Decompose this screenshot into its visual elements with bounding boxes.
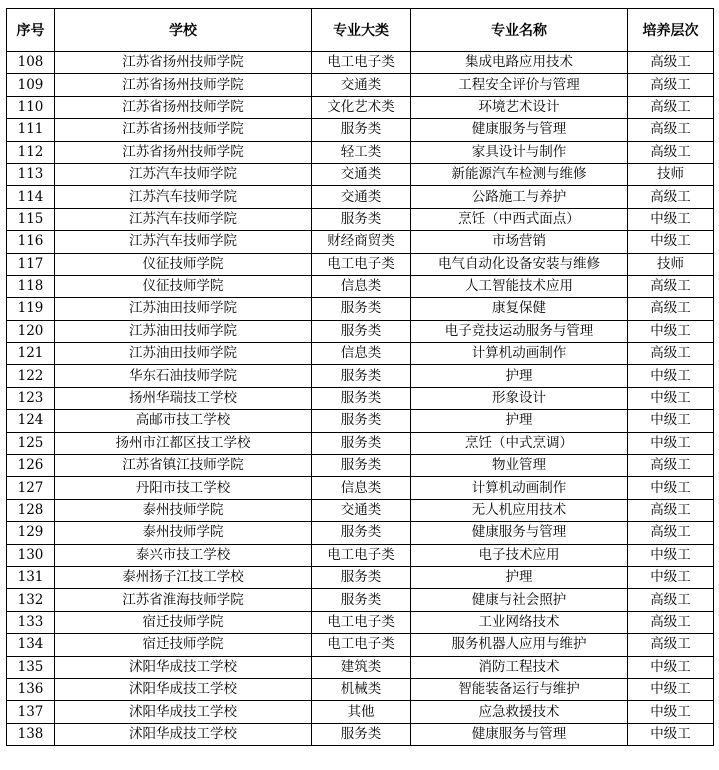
cell-serial-number: 114 — [7, 186, 55, 208]
cell-serial-number: 122 — [7, 365, 55, 387]
cell-major-name: 烹饪（中西式面点） — [411, 208, 628, 230]
cell-training-level: 高级工 — [628, 96, 714, 118]
header-row — [7, 9, 714, 52]
cell-training-level: 高级工 — [628, 455, 714, 477]
cell-school: 泰兴市技工学校 — [55, 544, 312, 566]
cell-training-level: 中级工 — [628, 320, 714, 342]
cell-major-category: 服务类 — [312, 119, 411, 141]
cell-major-category: 电工电子类 — [312, 611, 411, 633]
cell-training-level: 中级工 — [628, 566, 714, 588]
cell-serial-number: 125 — [7, 432, 55, 454]
cell-major-name: 护理 — [411, 410, 628, 432]
cell-training-level: 高级工 — [628, 119, 714, 141]
cell-major-category: 服务类 — [312, 410, 411, 432]
cell-school: 江苏汽车技师学院 — [55, 163, 312, 185]
cell-serial-number: 121 — [7, 343, 55, 365]
cell-major-name: 护理 — [411, 566, 628, 588]
cell-major-name: 集成电路应用技术 — [411, 52, 628, 74]
header-training-level: 培养层次 — [628, 9, 714, 52]
cell-training-level: 高级工 — [628, 343, 714, 365]
cell-school: 扬州华瑞技工学校 — [55, 387, 312, 409]
cell-training-level: 高级工 — [628, 141, 714, 163]
cell-serial-number: 115 — [7, 208, 55, 230]
cell-major-category: 信息类 — [312, 477, 411, 499]
cell-major-category: 信息类 — [312, 275, 411, 297]
cell-school: 华东石油技师学院 — [55, 365, 312, 387]
cell-major-category: 服务类 — [312, 320, 411, 342]
cell-major-name: 形象设计 — [411, 387, 628, 409]
cell-major-name: 服务机器人应用与维护 — [411, 634, 628, 656]
cell-serial-number: 135 — [7, 656, 55, 678]
cell-major-name: 电子竞技运动服务与管理 — [411, 320, 628, 342]
cell-major-category: 服务类 — [312, 589, 411, 611]
cell-serial-number: 117 — [7, 253, 55, 275]
cell-school: 江苏汽车技师学院 — [55, 208, 312, 230]
cell-serial-number: 127 — [7, 477, 55, 499]
table-row — [7, 656, 714, 678]
table-row — [7, 163, 714, 185]
cell-training-level: 中级工 — [628, 477, 714, 499]
cell-major-category: 服务类 — [312, 432, 411, 454]
cell-major-category: 机械类 — [312, 678, 411, 700]
table-row — [7, 566, 714, 588]
cell-school: 宿迁技师学院 — [55, 611, 312, 633]
program-table — [6, 8, 714, 746]
cell-school: 沭阳华成技工学校 — [55, 678, 312, 700]
table-row — [7, 231, 714, 253]
cell-major-category: 交通类 — [312, 186, 411, 208]
cell-serial-number: 110 — [7, 96, 55, 118]
cell-major-name: 烹饪（中式烹调） — [411, 432, 628, 454]
cell-training-level: 中级工 — [628, 208, 714, 230]
cell-serial-number: 113 — [7, 163, 55, 185]
table-row — [7, 52, 714, 74]
table-row — [7, 186, 714, 208]
cell-school: 江苏汽车技师学院 — [55, 231, 312, 253]
table-row — [7, 208, 714, 230]
table-row — [7, 298, 714, 320]
cell-school: 江苏省淮海技师学院 — [55, 589, 312, 611]
table-row — [7, 477, 714, 499]
table-row — [7, 522, 714, 544]
cell-school: 江苏油田技师学院 — [55, 298, 312, 320]
cell-major-category: 文化艺术类 — [312, 96, 411, 118]
cell-training-level: 中级工 — [628, 231, 714, 253]
cell-major-name: 计算机动画制作 — [411, 477, 628, 499]
table-header — [7, 9, 714, 52]
cell-major-name: 计算机动画制作 — [411, 343, 628, 365]
table-row — [7, 343, 714, 365]
cell-training-level: 高级工 — [628, 611, 714, 633]
cell-training-level: 高级工 — [628, 275, 714, 297]
cell-major-name: 环境艺术设计 — [411, 96, 628, 118]
cell-major-name: 物业管理 — [411, 455, 628, 477]
cell-serial-number: 130 — [7, 544, 55, 566]
cell-major-name: 健康服务与管理 — [411, 119, 628, 141]
cell-serial-number: 111 — [7, 119, 55, 141]
cell-major-category: 交通类 — [312, 74, 411, 96]
cell-training-level: 高级工 — [628, 74, 714, 96]
cell-school: 江苏省扬州技师学院 — [55, 96, 312, 118]
cell-major-name: 工业网络技术 — [411, 611, 628, 633]
table-row — [7, 432, 714, 454]
cell-serial-number: 119 — [7, 298, 55, 320]
cell-training-level: 高级工 — [628, 522, 714, 544]
cell-major-category: 轻工类 — [312, 141, 411, 163]
cell-major-name: 护理 — [411, 365, 628, 387]
cell-school: 仪征技师学院 — [55, 275, 312, 297]
cell-major-name: 家具设计与制作 — [411, 141, 628, 163]
cell-major-category: 服务类 — [312, 298, 411, 320]
cell-major-category: 服务类 — [312, 208, 411, 230]
cell-school: 沭阳华成技工学校 — [55, 701, 312, 723]
cell-school: 江苏油田技师学院 — [55, 343, 312, 365]
cell-serial-number: 126 — [7, 455, 55, 477]
cell-major-name: 智能装备运行与维护 — [411, 678, 628, 700]
cell-major-category: 电工电子类 — [312, 253, 411, 275]
cell-school: 沭阳华成技工学校 — [55, 723, 312, 745]
cell-training-level: 中级工 — [628, 365, 714, 387]
cell-major-name: 健康与社会照护 — [411, 589, 628, 611]
cell-training-level: 中级工 — [628, 544, 714, 566]
cell-major-category: 交通类 — [312, 499, 411, 521]
cell-major-category: 交通类 — [312, 163, 411, 185]
cell-serial-number: 118 — [7, 275, 55, 297]
table-row — [7, 96, 714, 118]
cell-serial-number: 128 — [7, 499, 55, 521]
cell-serial-number: 108 — [7, 52, 55, 74]
header-serial-number: 序号 — [7, 9, 55, 52]
cell-serial-number: 134 — [7, 634, 55, 656]
cell-school: 泰州技师学院 — [55, 499, 312, 521]
table-row — [7, 119, 714, 141]
cell-serial-number: 120 — [7, 320, 55, 342]
cell-training-level: 高级工 — [628, 634, 714, 656]
cell-major-category: 信息类 — [312, 343, 411, 365]
cell-serial-number: 129 — [7, 522, 55, 544]
cell-serial-number: 138 — [7, 723, 55, 745]
cell-major-name: 工程安全评价与管理 — [411, 74, 628, 96]
cell-school: 江苏省扬州技师学院 — [55, 141, 312, 163]
cell-serial-number: 116 — [7, 231, 55, 253]
cell-major-category: 服务类 — [312, 387, 411, 409]
cell-school: 丹阳市技工学校 — [55, 477, 312, 499]
cell-major-category: 电工电子类 — [312, 544, 411, 566]
cell-school: 江苏省扬州技师学院 — [55, 74, 312, 96]
cell-training-level: 中级工 — [628, 656, 714, 678]
cell-school: 宿迁技师学院 — [55, 634, 312, 656]
table-row — [7, 141, 714, 163]
table-row — [7, 499, 714, 521]
table-body — [7, 52, 714, 746]
cell-training-level: 高级工 — [628, 52, 714, 74]
cell-training-level: 中级工 — [628, 410, 714, 432]
cell-major-name: 康复保健 — [411, 298, 628, 320]
cell-serial-number: 132 — [7, 589, 55, 611]
cell-school: 沭阳华成技工学校 — [55, 656, 312, 678]
cell-school: 高邮市技工学校 — [55, 410, 312, 432]
cell-serial-number: 109 — [7, 74, 55, 96]
cell-school: 江苏油田技师学院 — [55, 320, 312, 342]
cell-major-category: 服务类 — [312, 566, 411, 588]
cell-serial-number: 136 — [7, 678, 55, 700]
cell-major-category: 服务类 — [312, 455, 411, 477]
cell-major-category: 建筑类 — [312, 656, 411, 678]
cell-major-name: 电子技术应用 — [411, 544, 628, 566]
cell-major-name: 健康服务与管理 — [411, 723, 628, 745]
table-row — [7, 387, 714, 409]
cell-school: 江苏省扬州技师学院 — [55, 119, 312, 141]
table-row — [7, 678, 714, 700]
cell-school: 江苏汽车技师学院 — [55, 186, 312, 208]
cell-major-name: 无人机应用技术 — [411, 499, 628, 521]
cell-serial-number: 124 — [7, 410, 55, 432]
cell-serial-number: 131 — [7, 566, 55, 588]
table-row — [7, 365, 714, 387]
cell-major-name: 市场营销 — [411, 231, 628, 253]
cell-major-category: 服务类 — [312, 723, 411, 745]
table-row — [7, 634, 714, 656]
cell-serial-number: 133 — [7, 611, 55, 633]
header-major-name: 专业名称 — [411, 9, 628, 52]
cell-major-category: 财经商贸类 — [312, 231, 411, 253]
table-row — [7, 455, 714, 477]
cell-training-level: 高级工 — [628, 589, 714, 611]
cell-major-name: 健康服务与管理 — [411, 522, 628, 544]
cell-school: 泰州扬子江技工学校 — [55, 566, 312, 588]
cell-major-name: 应急救援技术 — [411, 701, 628, 723]
cell-school: 扬州市江都区技工学校 — [55, 432, 312, 454]
table-row — [7, 589, 714, 611]
cell-serial-number: 137 — [7, 701, 55, 723]
cell-major-name: 消防工程技术 — [411, 656, 628, 678]
cell-major-name: 人工智能技术应用 — [411, 275, 628, 297]
cell-major-category: 服务类 — [312, 365, 411, 387]
cell-major-category: 电工电子类 — [312, 634, 411, 656]
cell-training-level: 中级工 — [628, 387, 714, 409]
cell-training-level: 高级工 — [628, 298, 714, 320]
header-school: 学校 — [55, 9, 312, 52]
cell-training-level: 高级工 — [628, 499, 714, 521]
cell-major-category: 其他 — [312, 701, 411, 723]
cell-training-level: 技师 — [628, 163, 714, 185]
table-row — [7, 544, 714, 566]
cell-training-level: 高级工 — [628, 186, 714, 208]
table-row — [7, 275, 714, 297]
cell-training-level: 技师 — [628, 253, 714, 275]
cell-training-level: 中级工 — [628, 701, 714, 723]
table-row — [7, 701, 714, 723]
cell-major-category: 服务类 — [312, 522, 411, 544]
cell-training-level: 中级工 — [628, 723, 714, 745]
table-row — [7, 410, 714, 432]
table-row — [7, 611, 714, 633]
cell-school: 江苏省镇江技师学院 — [55, 455, 312, 477]
cell-serial-number: 123 — [7, 387, 55, 409]
cell-training-level: 中级工 — [628, 678, 714, 700]
cell-major-name: 公路施工与养护 — [411, 186, 628, 208]
cell-major-category: 电工电子类 — [312, 52, 411, 74]
table-row — [7, 320, 714, 342]
cell-major-name: 新能源汽车检测与维修 — [411, 163, 628, 185]
cell-major-name: 电气自动化设备安装与维修 — [411, 253, 628, 275]
header-major-category: 专业大类 — [312, 9, 411, 52]
cell-training-level: 中级工 — [628, 432, 714, 454]
cell-school: 泰州技师学院 — [55, 522, 312, 544]
table-row — [7, 74, 714, 96]
cell-serial-number: 112 — [7, 141, 55, 163]
cell-school: 仪征技师学院 — [55, 253, 312, 275]
table-row — [7, 253, 714, 275]
table-row — [7, 723, 714, 745]
cell-school: 江苏省扬州技师学院 — [55, 52, 312, 74]
